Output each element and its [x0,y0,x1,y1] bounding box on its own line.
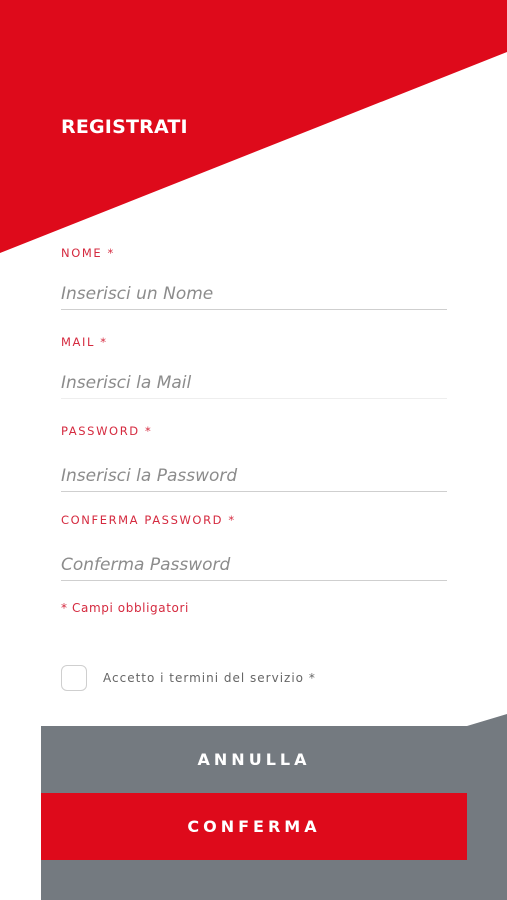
terms-checkbox[interactable] [61,665,87,691]
terms-row [61,665,316,691]
mail-field-group [61,335,447,349]
name-field-group [61,246,447,260]
terms-label: Accetto i termini del servizio * [103,671,316,685]
mail-label: MAIL * [61,335,108,349]
password-label: PASSWORD * [61,424,153,438]
confirm-password-field-group [61,513,447,527]
confirm-button[interactable]: CONFERMA [41,793,467,860]
name-input[interactable] [61,279,447,310]
confirm-password-input[interactable] [61,550,447,581]
password-field-group [61,424,447,438]
mail-input[interactable] [61,368,447,399]
page-title: REGISTRATI [61,116,188,138]
cancel-button[interactable]: ANNULLA [41,726,467,792]
confirm-password-label: CONFERMA PASSWORD * [61,513,236,527]
password-input[interactable] [61,461,447,492]
required-fields-note: * Campi obbligatori [61,601,189,615]
name-label: NOME * [61,246,115,260]
